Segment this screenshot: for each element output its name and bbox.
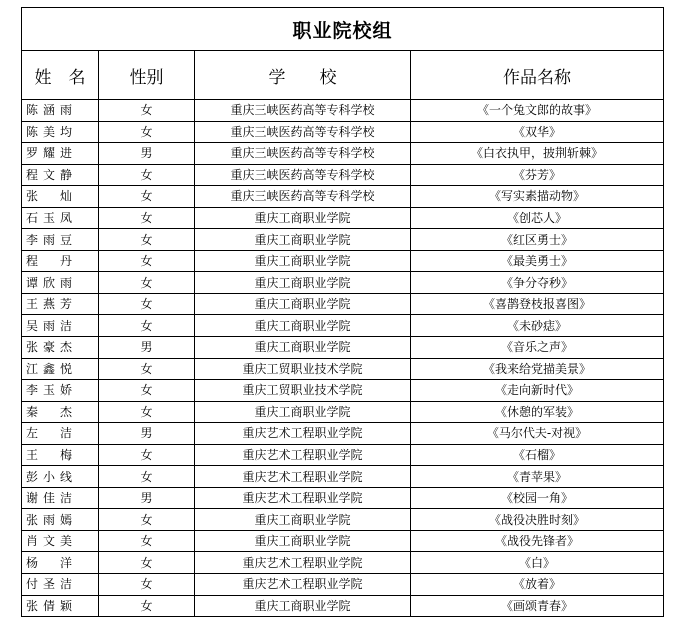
student-gender: 女 xyxy=(99,186,195,208)
table-row xyxy=(22,337,664,359)
school-name: 重庆三峡医药高等专科学校 xyxy=(195,186,411,208)
table-row xyxy=(22,164,664,186)
student-gender: 女 xyxy=(99,444,195,466)
student-gender: 女 xyxy=(99,164,195,186)
student-name: 付圣洁 xyxy=(22,574,99,596)
school-name: 重庆工贸职业技术学院 xyxy=(195,358,411,380)
school-name: 重庆工商职业学院 xyxy=(195,337,411,359)
student-name: 左 洁 xyxy=(22,423,99,445)
student-gender: 女 xyxy=(99,595,195,617)
work-title: 《战役先锋者》 xyxy=(411,530,664,552)
student-name: 江鑫悦 xyxy=(22,358,99,380)
student-gender: 女 xyxy=(99,121,195,143)
work-title: 《白》 xyxy=(411,552,664,574)
table-row xyxy=(22,293,664,315)
student-gender: 女 xyxy=(99,100,195,122)
student-name: 程 丹 xyxy=(22,250,99,272)
work-title: 《未砂痣》 xyxy=(411,315,664,337)
work-title: 《走向新时代》 xyxy=(411,380,664,402)
table-row xyxy=(22,272,664,294)
student-gender: 女 xyxy=(99,466,195,488)
student-name: 秦 杰 xyxy=(22,401,99,423)
student-name: 程文静 xyxy=(22,164,99,186)
table-row xyxy=(22,401,664,423)
header-name: 姓 名 xyxy=(22,51,99,100)
table-row xyxy=(22,487,664,509)
student-name: 王燕芳 xyxy=(22,293,99,315)
student-gender: 女 xyxy=(99,574,195,596)
school-name: 重庆三峡医药高等专科学校 xyxy=(195,100,411,122)
school-name: 重庆工商职业学院 xyxy=(195,530,411,552)
work-title: 《喜鹊登枝报喜图》 xyxy=(411,293,664,315)
table-title: 职业院校组 xyxy=(22,8,664,51)
student-gender: 女 xyxy=(99,552,195,574)
student-name: 张雨嫣 xyxy=(22,509,99,531)
student-gender: 女 xyxy=(99,272,195,294)
table-row xyxy=(22,315,664,337)
table-row xyxy=(22,250,664,272)
school-name: 重庆艺术工程职业学院 xyxy=(195,423,411,445)
table-row xyxy=(22,423,664,445)
work-title: 《争分夺秒》 xyxy=(411,272,664,294)
table-row xyxy=(22,143,664,165)
work-title: 《放着》 xyxy=(411,574,664,596)
work-title: 《白衣执甲，披荆斩棘》 xyxy=(411,143,664,165)
student-name: 吴雨洁 xyxy=(22,315,99,337)
student-gender: 男 xyxy=(99,423,195,445)
header-gender: 性别 xyxy=(99,51,195,100)
student-gender: 女 xyxy=(99,293,195,315)
work-title: 《音乐之声》 xyxy=(411,337,664,359)
student-gender: 女 xyxy=(99,207,195,229)
work-title: 《马尔代夫-对视》 xyxy=(411,423,664,445)
student-name: 王 梅 xyxy=(22,444,99,466)
work-title: 《画颂青春》 xyxy=(411,595,664,617)
student-gender: 女 xyxy=(99,380,195,402)
student-name: 张 灿 xyxy=(22,186,99,208)
table-row xyxy=(22,358,664,380)
student-name: 肖文美 xyxy=(22,530,99,552)
student-gender: 男 xyxy=(99,143,195,165)
work-title: 《红区勇士》 xyxy=(411,229,664,251)
table-row xyxy=(22,466,664,488)
table-row xyxy=(22,100,664,122)
school-name: 重庆工商职业学院 xyxy=(195,595,411,617)
school-name: 重庆工商职业学院 xyxy=(195,401,411,423)
school-name: 重庆工商职业学院 xyxy=(195,250,411,272)
school-name: 重庆三峡医药高等专科学校 xyxy=(195,121,411,143)
student-name: 张豪杰 xyxy=(22,337,99,359)
table-row xyxy=(22,229,664,251)
student-gender: 男 xyxy=(99,337,195,359)
table-row xyxy=(22,552,664,574)
work-title: 《我来给党描美景》 xyxy=(411,358,664,380)
table-row xyxy=(22,186,664,208)
table-row xyxy=(22,121,664,143)
school-name: 重庆工商职业学院 xyxy=(195,293,411,315)
school-name: 重庆工商职业学院 xyxy=(195,509,411,531)
work-title: 《一个兔文郎的故事》 xyxy=(411,100,664,122)
student-gender: 女 xyxy=(99,315,195,337)
work-title: 《芬芳》 xyxy=(411,164,664,186)
school-name: 重庆三峡医药高等专科学校 xyxy=(195,164,411,186)
table-body xyxy=(22,100,664,617)
student-gender: 女 xyxy=(99,509,195,531)
school-name: 重庆艺术工程职业学院 xyxy=(195,466,411,488)
work-title: 《校园一角》 xyxy=(411,487,664,509)
student-name: 陈涵雨 xyxy=(22,100,99,122)
work-title: 《石榴》 xyxy=(411,444,664,466)
header-school: 学 校 xyxy=(195,51,411,100)
student-name: 李玉娇 xyxy=(22,380,99,402)
student-gender: 女 xyxy=(99,358,195,380)
work-title: 《双华》 xyxy=(411,121,664,143)
header-work: 作品名称 xyxy=(411,51,664,100)
student-name: 杨 洋 xyxy=(22,552,99,574)
work-title: 《创芯人》 xyxy=(411,207,664,229)
results-table xyxy=(21,7,664,617)
student-name: 张倩颖 xyxy=(22,595,99,617)
student-name: 陈美均 xyxy=(22,121,99,143)
table-row xyxy=(22,207,664,229)
school-name: 重庆工贸职业技术学院 xyxy=(195,380,411,402)
table-row xyxy=(22,509,664,531)
student-gender: 女 xyxy=(99,229,195,251)
table-row xyxy=(22,530,664,552)
school-name: 重庆工商职业学院 xyxy=(195,207,411,229)
header-row xyxy=(22,51,664,100)
work-title: 《休憩的军装》 xyxy=(411,401,664,423)
student-name: 彭小线 xyxy=(22,466,99,488)
student-name: 石玉凤 xyxy=(22,207,99,229)
student-name: 罗耀进 xyxy=(22,143,99,165)
work-title: 《最美勇士》 xyxy=(411,250,664,272)
work-title: 《战役决胜时刻》 xyxy=(411,509,664,531)
student-gender: 男 xyxy=(99,487,195,509)
school-name: 重庆工商职业学院 xyxy=(195,272,411,294)
student-gender: 女 xyxy=(99,530,195,552)
student-gender: 女 xyxy=(99,401,195,423)
school-name: 重庆艺术工程职业学院 xyxy=(195,552,411,574)
school-name: 重庆艺术工程职业学院 xyxy=(195,487,411,509)
student-name: 谢佳洁 xyxy=(22,487,99,509)
student-name: 谭欣雨 xyxy=(22,272,99,294)
work-title: 《写实素描动物》 xyxy=(411,186,664,208)
school-name: 重庆艺术工程职业学院 xyxy=(195,574,411,596)
table-row xyxy=(22,444,664,466)
school-name: 重庆工商职业学院 xyxy=(195,315,411,337)
school-name: 重庆三峡医药高等专科学校 xyxy=(195,143,411,165)
student-gender: 女 xyxy=(99,250,195,272)
table-row xyxy=(22,595,664,617)
school-name: 重庆艺术工程职业学院 xyxy=(195,444,411,466)
table-row xyxy=(22,380,664,402)
school-name: 重庆工商职业学院 xyxy=(195,229,411,251)
work-title: 《青苹果》 xyxy=(411,466,664,488)
table-row xyxy=(22,574,664,596)
student-name: 李雨豆 xyxy=(22,229,99,251)
